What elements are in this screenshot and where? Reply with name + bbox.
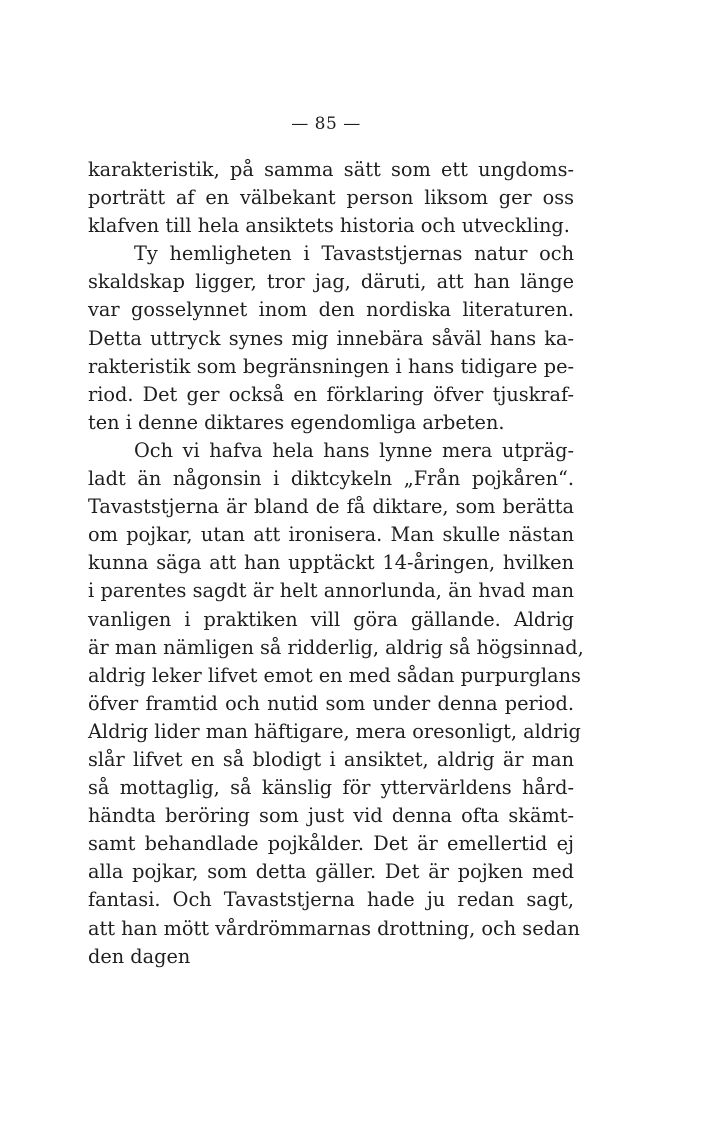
text-line: i parentes sagdt är helt annorlunda, än hvad man [88, 579, 574, 603]
text-line: ten i denne diktares egendomliga arbeten. [88, 410, 505, 434]
text-line: så mottaglig, så känslig för yttervärldens hård- [88, 776, 574, 800]
text-line: den dagen [88, 944, 191, 968]
text-line: händta beröring som just vid denna ofta skämt- [88, 804, 574, 828]
text-line: var gosselynnet inom den nordiska literaturen. [88, 298, 574, 322]
text-line: riod. Det ger också en förklaring öfver tjuskraf- [88, 382, 574, 406]
text-line: öfver framtid och nutid som under denna period. [88, 691, 574, 715]
text-line: ladt än någonsin i diktcykeln „Från pojkåren“. [88, 467, 574, 491]
text-line: alla pojkar, som detta gäller. Det är pojken med [88, 860, 574, 884]
text-line: att han mött vårdrömmarnas drottning, och sedan [88, 916, 580, 940]
text-line: skaldskap ligger, tror jag, däruti, att han länge [88, 270, 574, 294]
text-line: Detta uttryck synes mig innebära såväl hans ka- [88, 326, 574, 350]
text-line: vanligen i praktiken vill göra gällande. Aldrig [88, 607, 574, 631]
text-line: karakteristik, på samma sätt som ett ungdoms- [88, 158, 574, 181]
text-line: Tavaststjerna är bland de få diktare, som berätta [88, 495, 574, 519]
text-line: Ty hemligheten i Tavaststjernas natur och [134, 242, 574, 266]
text-line: slår lifvet en så blodigt i ansiktet, aldrig är man [88, 747, 574, 771]
page-number: — 85 — [291, 114, 361, 134]
text-line: fantasi. Och Tavaststjerna hade ju redan sagt, [88, 888, 574, 912]
text-line: är man nämligen så ridderlig, aldrig så högsinnad, [88, 635, 584, 659]
text-line: kunna säga att han upptäckt 14-åringen, hvilken [88, 551, 574, 575]
text-line: klafven till hela ansiktets historia och utveckling. [88, 214, 570, 238]
text-line: aldrig leker lifvet emot en med sådan purpurglans [88, 663, 581, 687]
text-line: porträtt af en välbekant person liksom ger oss [88, 186, 574, 210]
text-line: om pojkar, utan att ironisera. Man skulle nästan [88, 523, 574, 547]
text-line: Aldrig lider man häftigare, mera oresonligt, aldrig [88, 719, 581, 743]
text-line: Och vi hafva hela hans lynne mera utpräg- [134, 438, 574, 462]
text-line: rakteristik som begränsningen i hans tidigare pe- [88, 354, 574, 378]
body-text [88, 156, 584, 971]
text-line: samt behandlade pojkålder. Det är emellertid ej [88, 832, 574, 856]
